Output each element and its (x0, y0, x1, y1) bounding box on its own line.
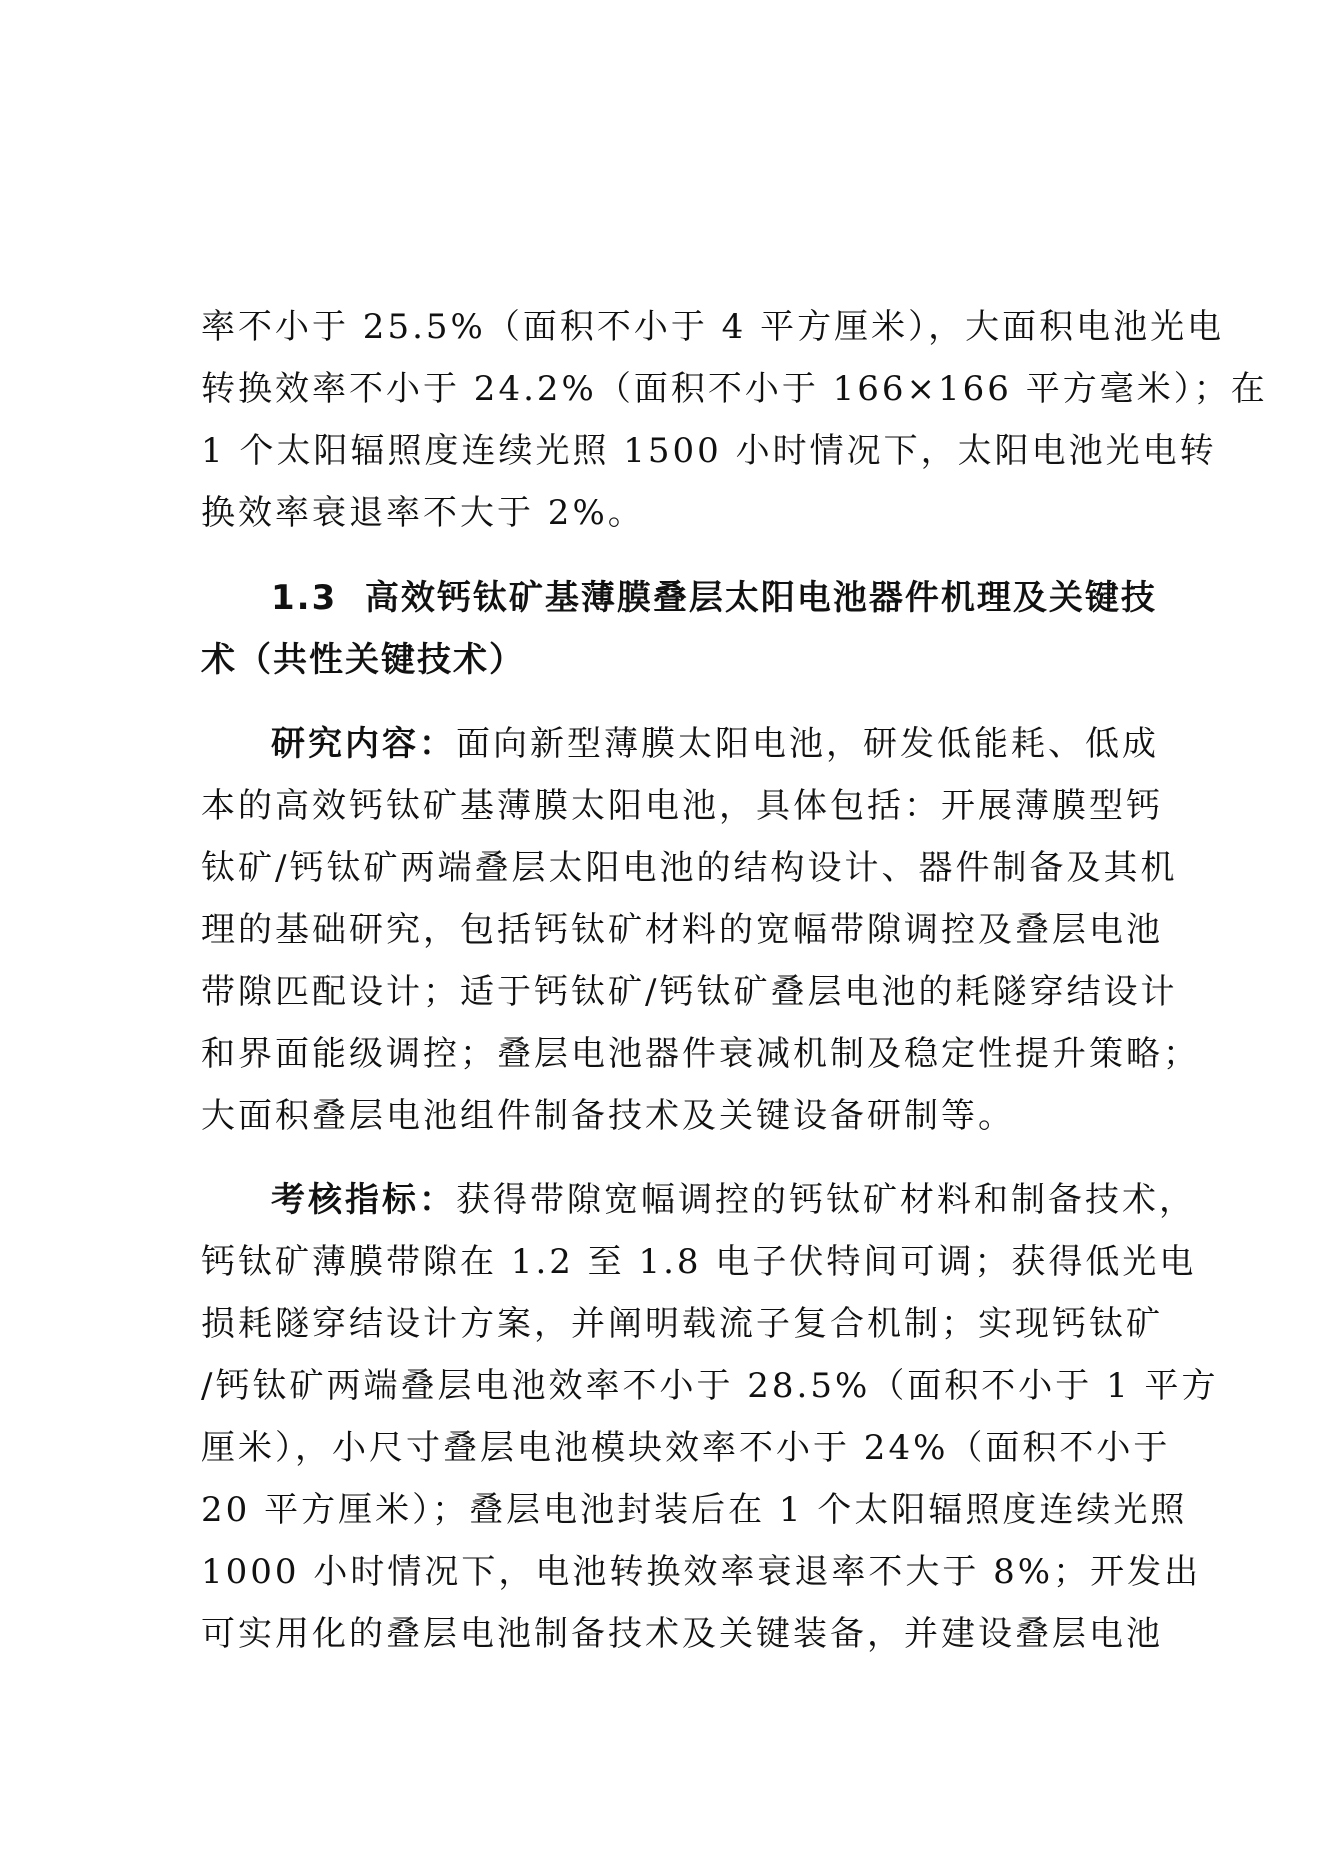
section-number: 1.3 (271, 578, 338, 618)
text-line: 理的基础研究，包括钙钛矿材料的宽幅带隙调控及叠层电池 (201, 910, 1163, 950)
text-line: 20 平方厘米）；叠层电池封装后在 1 个太阳辐照度连续光照 (201, 1490, 1188, 1530)
research-content-text: 面向新型薄膜太阳电池，研发低能耗、低成 (456, 724, 1159, 764)
text-line: 换效率衰退率不大于 2%。 (201, 493, 645, 533)
assessment-text: 获得带隙宽幅调控的钙钛矿材料和制备技术， (456, 1180, 1196, 1220)
text-line: 本的高效钙钛矿基薄膜太阳电池，具体包括：开展薄膜型钙 (201, 786, 1163, 826)
text-line: 可实用化的叠层电池制备技术及关键装备，并建设叠层电池 (201, 1614, 1163, 1654)
text-line: 损耗隧穿结设计方案，并阐明载流子复合机制；实现钙钛矿 (201, 1304, 1163, 1344)
research-content-first-line (271, 714, 1159, 774)
text-line: 厘米），小尺寸叠层电池模块效率不小于 24%（面积不小于 (201, 1428, 1171, 1468)
text-line: 率不小于 25.5%（面积不小于 4 平方厘米），大面积电池光电 (201, 307, 1225, 347)
text-line: 带隙匹配设计；适于钙钛矿/钙钛矿叠层电池的耗隧穿结设计 (201, 972, 1178, 1012)
text-line: 钛矿/钙钛矿两端叠层太阳电池的结构设计、器件制备及其机 (201, 848, 1178, 888)
text-line: 1 个太阳辐照度连续光照 1500 小时情况下，太阳电池光电转 (201, 431, 1217, 471)
section-heading (271, 568, 1157, 628)
section-title-line1: 高效钙钛矿基薄膜叠层太阳电池器件机理及关键技 (364, 578, 1157, 618)
text-line: 和界面能级调控；叠层电池器件衰减机制及稳定性提升策略； (201, 1034, 1200, 1074)
text-line: 1000 小时情况下，电池转换效率衰退率不大于 8%；开发出 (201, 1552, 1202, 1592)
text-line: 大面积叠层电池组件制备技术及关键设备研制等。 (201, 1096, 1015, 1136)
text-line: /钙钛矿两端叠层电池效率不小于 28.5%（面积不小于 1 平方 (201, 1366, 1219, 1406)
text-line: 钙钛矿薄膜带隙在 1.2 至 1.8 电子伏特间可调；获得低光电 (201, 1242, 1197, 1282)
assessment-label: 考核指标： (271, 1180, 456, 1220)
text-line: 转换效率不小于 24.2%（面积不小于 166×166 平方毫米）；在 (201, 369, 1268, 409)
research-content-label: 研究内容： (271, 724, 456, 764)
section-title-line2: 术（共性关键技术） (201, 640, 525, 680)
assessment-first-line (271, 1170, 1196, 1230)
